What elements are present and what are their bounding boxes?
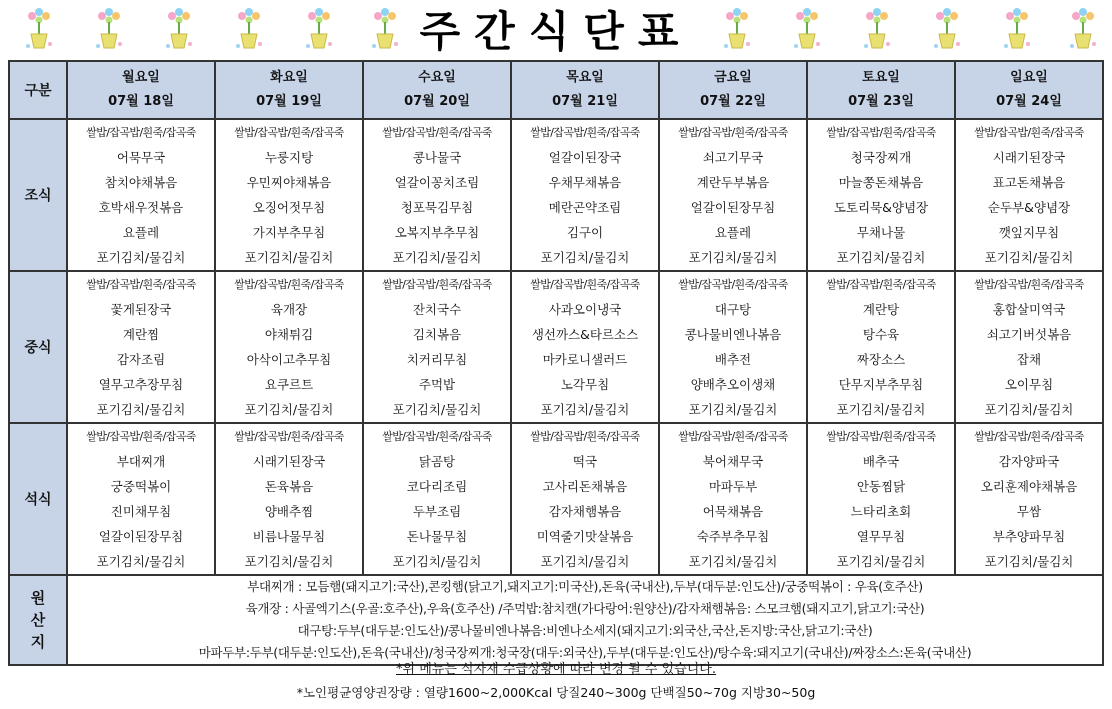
menu-item: 홍합살미역국 bbox=[992, 302, 1066, 317]
menu-item: 쌀밥/잡곡밥/흰죽/잡곡죽 bbox=[382, 430, 492, 443]
flower-pot-icon bbox=[92, 6, 126, 54]
menu-item: 주먹밥 bbox=[418, 377, 456, 392]
day-name: 수요일 bbox=[418, 70, 456, 85]
menu-item: 느타리초회 bbox=[850, 504, 912, 519]
day-date: 07월 23일 bbox=[848, 94, 914, 109]
menu-item: 열무고추장무침 bbox=[98, 377, 184, 392]
menu-item: 노각무침 bbox=[560, 377, 610, 392]
meal-cell bbox=[67, 271, 215, 423]
day-name: 월요일 bbox=[122, 70, 160, 85]
menu-item: 부추양파무침 bbox=[992, 529, 1066, 544]
origin-line: 부대찌개 : 모듬햄(돼지고기:국산),콘킹햄(닭고기,돼지고기:미국산),돈육(국내산),두부(대두분:인도산)/궁중떡볶이 : 우육(호주산) bbox=[247, 579, 923, 594]
flower-pot-icon bbox=[720, 6, 754, 54]
menu-item: 쌀밥/잡곡밥/흰죽/잡곡죽 bbox=[530, 126, 640, 139]
menu-item: 고사리돈채볶음 bbox=[542, 479, 628, 494]
menu-item: 포기김치/물김치 bbox=[984, 554, 1074, 569]
menu-item: 열무무침 bbox=[856, 529, 906, 544]
menu-item: 포기김치/물김치 bbox=[96, 554, 186, 569]
flower-pot-icon bbox=[860, 6, 894, 54]
menu-item: 마파두부 bbox=[708, 479, 758, 494]
menu-item: 쌀밥/잡곡밥/흰죽/잡곡죽 bbox=[382, 278, 492, 291]
menu-item: 짜장소스 bbox=[856, 352, 906, 367]
menu-item: 양배추오이생채 bbox=[690, 377, 776, 392]
meal-row-breakfast bbox=[9, 119, 1103, 271]
meal-row-dinner bbox=[9, 423, 1103, 575]
menu-item: 감자조림 bbox=[116, 352, 166, 367]
meal-cell bbox=[511, 119, 659, 271]
origin-line: 마파두부:두부(대두분:인도산),돈육(국내산)/청국장찌개:청국장(대두:외국산),두부(대두분:인도산)/탕수육:돼지고기(국내산)/짜장소스:돈육(국내산) bbox=[198, 645, 972, 660]
menu-item: 포기김치/물김치 bbox=[392, 250, 482, 265]
meal-cell bbox=[511, 423, 659, 575]
menu-item: 김구이 bbox=[566, 225, 604, 240]
meal-label: 석식 bbox=[9, 423, 67, 575]
meal-cell bbox=[215, 423, 363, 575]
menu-item: 감자양파국 bbox=[998, 454, 1060, 469]
menu-item: 대구탕 bbox=[714, 302, 752, 317]
meal-cell bbox=[363, 271, 511, 423]
menu-item: 쌀밥/잡곡밥/흰죽/잡곡죽 bbox=[974, 126, 1084, 139]
meal-cell bbox=[511, 271, 659, 423]
change-notice-text: *위 메뉴는 식자재 수급상황에 따라 변경 될 수 있습니다. bbox=[396, 662, 716, 677]
flower-pot-icon bbox=[930, 6, 964, 54]
origin-row bbox=[9, 575, 1103, 665]
menu-item: 참치야채볶음 bbox=[104, 175, 178, 190]
menu-item: 감자채햄볶음 bbox=[548, 504, 622, 519]
menu-item: 부대찌개 bbox=[116, 454, 166, 469]
menu-item: 우채무채볶음 bbox=[548, 175, 622, 190]
meal-cell bbox=[215, 271, 363, 423]
menu-item: 포기김치/물김치 bbox=[540, 554, 630, 569]
menu-item: 쌀밥/잡곡밥/흰죽/잡곡죽 bbox=[826, 430, 936, 443]
menu-item: 포기김치/물김치 bbox=[836, 402, 926, 417]
origin-line: 육개장 : 사골엑기스(우골:호주산),우육(호주산) /주먹밥:참치캔(가다랑어:원양산)/감자채햄볶음: 스모크햄(돼지고기,닭고기:국산) bbox=[245, 601, 925, 616]
flower-pot-icon bbox=[368, 6, 402, 54]
menu-item: 쌀밥/잡곡밥/흰죽/잡곡죽 bbox=[530, 278, 640, 291]
menu-item: 포기김치/물김치 bbox=[96, 250, 186, 265]
menu-item: 포기김치/물김치 bbox=[244, 250, 334, 265]
menu-item: 쌀밥/잡곡밥/흰죽/잡곡죽 bbox=[678, 430, 788, 443]
menu-item: 쌀밥/잡곡밥/흰죽/잡곡죽 bbox=[382, 126, 492, 139]
day-date: 07월 18일 bbox=[108, 94, 174, 109]
menu-item: 얼갈이된장국 bbox=[548, 150, 622, 165]
weekly-menu-table bbox=[8, 60, 1104, 666]
menu-item: 배추전 bbox=[714, 352, 752, 367]
day-header bbox=[807, 61, 955, 119]
day-header bbox=[215, 61, 363, 119]
menu-item: 육개장 bbox=[270, 302, 308, 317]
day-name: 목요일 bbox=[566, 70, 604, 85]
corner-label: 구분 bbox=[9, 61, 67, 119]
meal-label: 중식 bbox=[9, 271, 67, 423]
menu-item: 야채튀김 bbox=[264, 327, 314, 342]
flower-pot-icon bbox=[1000, 6, 1034, 54]
menu-item: 떡국 bbox=[572, 454, 598, 469]
menu-item: 북어채무국 bbox=[702, 454, 764, 469]
menu-item: 오징어젓무침 bbox=[252, 200, 326, 215]
meal-cell bbox=[955, 119, 1103, 271]
menu-item: 돈나물무침 bbox=[406, 529, 468, 544]
menu-item: 포기김치/물김치 bbox=[984, 250, 1074, 265]
menu-item: 청국장찌개 bbox=[850, 150, 912, 165]
menu-item: 포기김치/물김치 bbox=[836, 250, 926, 265]
day-name: 토요일 bbox=[862, 70, 900, 85]
menu-item: 돈육볶음 bbox=[264, 479, 314, 494]
menu-item: 쌀밥/잡곡밥/흰죽/잡곡죽 bbox=[530, 430, 640, 443]
nutrition-recommendation: *노인평균영양권장량 : 열량1600~2,000Kcal 당질240~300g 단백질50~70g 지방30~50g bbox=[296, 685, 816, 700]
menu-item: 미역줄기맛살볶음 bbox=[536, 529, 634, 544]
change-notice bbox=[0, 660, 1112, 680]
menu-item: 닭곰탕 bbox=[418, 454, 456, 469]
menu-item: 콩나물비엔나볶음 bbox=[684, 327, 782, 342]
menu-item: 탕수육 bbox=[862, 327, 900, 342]
menu-item: 계란탕 bbox=[862, 302, 900, 317]
menu-item: 요플레 bbox=[122, 225, 160, 240]
menu-item: 메란곤약조림 bbox=[548, 200, 622, 215]
menu-item: 요플레 bbox=[714, 225, 752, 240]
menu-item: 쌀밥/잡곡밥/흰죽/잡곡죽 bbox=[678, 126, 788, 139]
menu-item: 무쌈 bbox=[1016, 504, 1042, 519]
day-header bbox=[363, 61, 511, 119]
origin-line: 대구탕:두부(대두분:인도산)/콩나물비엔나볶음:비엔나소세지(돼지고기:외국산,국산,돈지방:국산,닭고기:국산) bbox=[297, 623, 873, 638]
menu-item: 쌀밥/잡곡밥/흰죽/잡곡죽 bbox=[974, 430, 1084, 443]
menu-item: 포기김치/물김치 bbox=[540, 402, 630, 417]
menu-item: 순두부&양념장 bbox=[987, 200, 1071, 215]
menu-item: 사과오이냉국 bbox=[548, 302, 622, 317]
menu-item: 포기김치/물김치 bbox=[244, 554, 334, 569]
day-date: 07월 19일 bbox=[256, 94, 322, 109]
menu-item: 도토리묵&양념장 bbox=[833, 200, 929, 215]
flower-pot-icon bbox=[302, 6, 336, 54]
menu-item: 잡채 bbox=[1016, 352, 1042, 367]
day-name: 일요일 bbox=[1010, 70, 1048, 85]
day-date: 07월 21일 bbox=[552, 94, 618, 109]
meal-cell bbox=[363, 423, 511, 575]
meal-cell bbox=[807, 423, 955, 575]
meal-cell bbox=[215, 119, 363, 271]
menu-item: 코다리조림 bbox=[406, 479, 468, 494]
menu-item: 꽃게된장국 bbox=[110, 302, 172, 317]
day-date: 07월 20일 bbox=[404, 94, 470, 109]
menu-item: 무채나물 bbox=[856, 225, 906, 240]
menu-item: 요쿠르트 bbox=[264, 377, 314, 392]
title-banner bbox=[0, 0, 1112, 60]
menu-item: 쌀밥/잡곡밥/흰죽/잡곡죽 bbox=[86, 126, 196, 139]
menu-item: 생선까스&타르소스 bbox=[531, 327, 639, 342]
menu-item: 숙주부추무침 bbox=[696, 529, 770, 544]
menu-item: 양배추찜 bbox=[264, 504, 314, 519]
menu-item: 쇠고기무국 bbox=[702, 150, 764, 165]
menu-item: 진미채무침 bbox=[110, 504, 172, 519]
menu-item: 두부조림 bbox=[412, 504, 462, 519]
menu-item: 표고돈채볶음 bbox=[992, 175, 1066, 190]
menu-item: 포기김치/물김치 bbox=[984, 402, 1074, 417]
meal-cell bbox=[659, 423, 807, 575]
menu-item: 시래기된장국 bbox=[252, 454, 326, 469]
meal-cell bbox=[807, 271, 955, 423]
menu-item: 안동찜닭 bbox=[856, 479, 906, 494]
menu-item: 배추국 bbox=[862, 454, 900, 469]
meal-cell bbox=[807, 119, 955, 271]
meal-cell bbox=[955, 271, 1103, 423]
flower-pot-icon bbox=[162, 6, 196, 54]
flower-pot-icon bbox=[232, 6, 266, 54]
menu-item: 오이무침 bbox=[1004, 377, 1054, 392]
meal-row-lunch bbox=[9, 271, 1103, 423]
menu-item: 쌀밥/잡곡밥/흰죽/잡곡죽 bbox=[234, 126, 344, 139]
menu-item: 궁중떡볶이 bbox=[110, 479, 172, 494]
day-header bbox=[955, 61, 1103, 119]
menu-item: 쌀밥/잡곡밥/흰죽/잡곡죽 bbox=[86, 430, 196, 443]
menu-item: 쌀밥/잡곡밥/흰죽/잡곡죽 bbox=[826, 126, 936, 139]
origin-label-text: 원 산 지 bbox=[30, 589, 46, 651]
menu-item: 포기김치/물김치 bbox=[392, 554, 482, 569]
menu-item: 포기김치/물김치 bbox=[540, 250, 630, 265]
day-date: 07월 24일 bbox=[996, 94, 1062, 109]
menu-item: 어묵무국 bbox=[116, 150, 166, 165]
meal-cell bbox=[363, 119, 511, 271]
menu-item: 포기김치/물김치 bbox=[96, 402, 186, 417]
meal-label: 조식 bbox=[9, 119, 67, 271]
menu-item: 쌀밥/잡곡밥/흰죽/잡곡죽 bbox=[826, 278, 936, 291]
menu-item: 포기김치/물김치 bbox=[688, 250, 778, 265]
menu-item: 치커리무침 bbox=[406, 352, 468, 367]
menu-item: 청포묵김무침 bbox=[400, 200, 474, 215]
menu-item: 쌀밥/잡곡밥/흰죽/잡곡죽 bbox=[974, 278, 1084, 291]
menu-item: 쇠고기버섯볶음 bbox=[986, 327, 1072, 342]
menu-item: 콩나물국 bbox=[412, 150, 462, 165]
page-title: 주간식단표 bbox=[419, 7, 693, 56]
menu-item: 어묵채볶음 bbox=[702, 504, 764, 519]
menu-item: 얼갈이꽁치조림 bbox=[394, 175, 480, 190]
menu-item: 포기김치/물김치 bbox=[836, 554, 926, 569]
menu-item: 포기김치/물김치 bbox=[688, 402, 778, 417]
menu-item: 계란찜 bbox=[122, 327, 160, 342]
menu-item: 가지부추무침 bbox=[252, 225, 326, 240]
menu-item: 우민찌야채볶음 bbox=[246, 175, 332, 190]
day-name: 화요일 bbox=[270, 70, 308, 85]
flower-pot-icon bbox=[790, 6, 824, 54]
menu-item: 계란두부볶음 bbox=[696, 175, 770, 190]
menu-item: 오리훈제야채볶음 bbox=[980, 479, 1078, 494]
day-header bbox=[659, 61, 807, 119]
menu-item: 호박새우젓볶음 bbox=[98, 200, 184, 215]
menu-item: 포기김치/물김치 bbox=[688, 554, 778, 569]
day-date: 07월 22일 bbox=[700, 94, 766, 109]
header-row bbox=[9, 61, 1103, 119]
flower-pot-icon bbox=[1066, 6, 1100, 54]
menu-item: 시래기된장국 bbox=[992, 150, 1066, 165]
menu-item: 김치볶음 bbox=[412, 327, 462, 342]
menu-item: 깻잎지무침 bbox=[998, 225, 1060, 240]
menu-item: 단무지부추무침 bbox=[838, 377, 924, 392]
origin-label bbox=[9, 575, 67, 665]
meal-cell bbox=[955, 423, 1103, 575]
menu-item: 마카로니샐러드 bbox=[542, 352, 628, 367]
menu-item: 누룽지탕 bbox=[264, 150, 314, 165]
meal-cell bbox=[659, 271, 807, 423]
menu-item: 포기김치/물김치 bbox=[244, 402, 334, 417]
day-header bbox=[67, 61, 215, 119]
menu-item: 쌀밥/잡곡밥/흰죽/잡곡죽 bbox=[234, 278, 344, 291]
meal-cell bbox=[67, 119, 215, 271]
menu-item: 쌀밥/잡곡밥/흰죽/잡곡죽 bbox=[234, 430, 344, 443]
menu-item: 얼갈이된장무침 bbox=[690, 200, 776, 215]
meal-cell bbox=[659, 119, 807, 271]
menu-item: 마늘쫑돈채볶음 bbox=[838, 175, 924, 190]
menu-item: 아삭이고추무침 bbox=[246, 352, 332, 367]
menu-item: 쌀밥/잡곡밥/흰죽/잡곡죽 bbox=[678, 278, 788, 291]
menu-item: 얼갈이된장무침 bbox=[98, 529, 184, 544]
flower-pot-icon bbox=[22, 6, 56, 54]
menu-item: 오복지부추무침 bbox=[394, 225, 480, 240]
day-header bbox=[511, 61, 659, 119]
menu-item: 쌀밥/잡곡밥/흰죽/잡곡죽 bbox=[86, 278, 196, 291]
menu-item: 잔치국수 bbox=[412, 302, 462, 317]
menu-item: 비름나물무침 bbox=[252, 529, 326, 544]
meal-cell bbox=[67, 423, 215, 575]
menu-item: 포기김치/물김치 bbox=[392, 402, 482, 417]
origin-info bbox=[67, 575, 1103, 665]
day-name: 금요일 bbox=[714, 70, 752, 85]
